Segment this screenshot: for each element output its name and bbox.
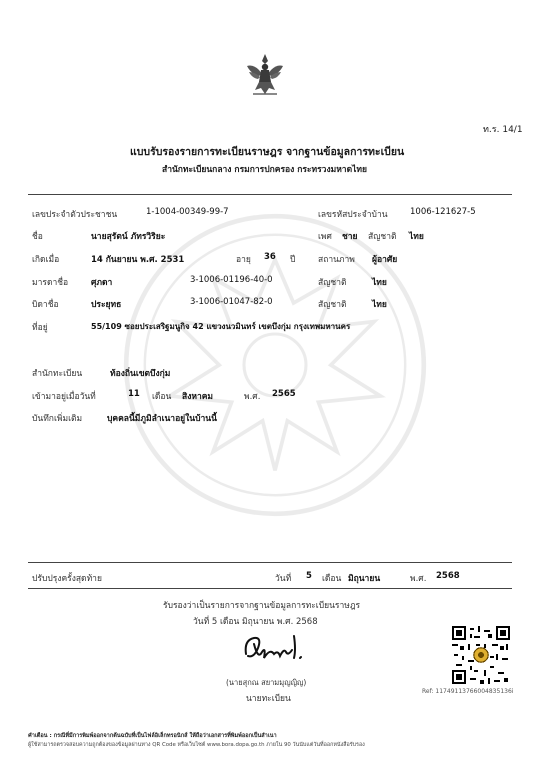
reference-number: Ref: 11749113766004835136i	[422, 688, 514, 695]
footer-warning: คำเตือน : กรณีที่มีการพิมพ์ออกจากต้นฉบับที่เป็นไฟล์อิเล็กทรอนิกส์ ให้ถือว่าเอกสารที่พิมพ์ออกเป็นสำเนา	[28, 733, 277, 739]
document-subtitle: สำนักทะเบียนกลาง กรมการปกครอง กระทรวงมหาดไทย	[162, 165, 367, 175]
verification-qr-code[interactable]	[452, 626, 510, 684]
age-unit: ปี	[290, 255, 296, 265]
movein-year: 2565	[272, 389, 296, 399]
father-id: 3-1006-01047-82-0	[190, 297, 273, 307]
id-label: เลขประจำตัวประชาชน	[32, 210, 118, 220]
house-code-value: 1006-121627-5	[410, 207, 476, 217]
certification-line-2: วันที่ 5 เดือน มิถุนายน พ.ศ. 2568	[193, 617, 318, 627]
signer-title: นายทะเบียน	[246, 694, 291, 704]
signer-name: (นายสุกณ สยามมุญญิญ)	[226, 678, 307, 687]
mother-id: 3-1006-01196-40-0	[190, 275, 273, 285]
certification-line-1: รับรองว่าเป็นรายการจากฐานข้อมูลการทะเบียนราษฎร	[163, 601, 361, 611]
movein-be-label: พ.ศ.	[244, 392, 261, 402]
last-update-day: 5	[306, 571, 312, 581]
address-label: ที่อยู่	[32, 323, 48, 333]
status-value: ผู้อาศัย	[372, 255, 398, 265]
movein-day: 11	[128, 389, 140, 399]
movein-label: เข้ามาอยู่เมื่อวันที่	[32, 392, 96, 402]
sex-value: ชาย	[342, 232, 358, 242]
mother-nationality-value: ไทย	[372, 278, 387, 288]
garuda-emblem-icon	[243, 52, 287, 98]
nationality-label: สัญชาติ	[368, 232, 397, 242]
document-title: แบบรับรองรายการทะเบียนราษฎร จากฐานข้อมูลการทะเบียน	[130, 146, 405, 158]
note-value: บุคคลนี้มีภูมิลำเนาอยู่ในบ้านนี้	[107, 414, 217, 424]
divider-lower	[28, 588, 512, 589]
name-value: นายสุรัตน์ ภัทรวิริยะ	[91, 232, 166, 242]
note-label: บันทึกเพิ่มเติม	[32, 414, 83, 424]
last-update-month-label: เดือน	[322, 574, 342, 584]
name-label: ชื่อ	[32, 232, 43, 242]
movein-month: สิงหาคม	[182, 392, 214, 402]
id-value: 1-1004-00349-99-7	[146, 207, 229, 217]
last-update-day-label: วันที่	[275, 574, 292, 584]
father-nationality-label: สัญชาติ	[318, 300, 347, 310]
sex-label: เพศ	[318, 232, 332, 242]
divider-middle	[28, 562, 512, 563]
registry-office-label: สำนักทะเบียน	[32, 369, 83, 379]
registry-office-value: ท้องถิ่นเขตบึงกุ่ม	[110, 369, 171, 379]
last-update-month: มิถุนายน	[348, 574, 381, 584]
born-value: 14 กันยายน พ.ศ. 2531	[91, 255, 185, 265]
age-value: 36	[264, 252, 276, 262]
divider-top	[28, 194, 512, 195]
status-label: สถานภาพ	[318, 255, 355, 265]
father-name: ประยุทธ	[91, 300, 122, 310]
address-value: 55/109 ซอยประเสริฐมนูกิจ 42 แขวงนวมินทร์ เขตบึงกุ่ม กรุงเทพมหานคร	[91, 322, 351, 331]
mother-label: มารดาชื่อ	[32, 278, 69, 288]
last-update-be-label: พ.ศ.	[410, 574, 427, 584]
father-nationality-value: ไทย	[372, 300, 387, 310]
mother-nationality-label: สัญชาติ	[318, 278, 347, 288]
house-code-label: เลขรหัสประจำบ้าน	[318, 210, 388, 220]
form-code: ท.ร. 14/1	[483, 125, 523, 135]
born-label: เกิดเมื่อ	[32, 255, 60, 265]
last-update-label: ปรับปรุงครั้งสุดท้าย	[32, 574, 102, 584]
registrar-signature	[240, 630, 314, 666]
age-label: อายุ	[236, 255, 251, 265]
footer-verify-note: ผู้ใช้สามารถตรวจสอบความถูกต้องของข้อมูลผ่านทาง QR Code หรือเว็บไซต์ www.bora.dopa.go.th ภายใน 90 วันนับแต่วันที่ออกหนังสือรับรอง	[28, 742, 365, 748]
movein-month-label: เดือน	[152, 392, 172, 402]
mother-name: ศุภดา	[91, 278, 113, 288]
nationality-value: ไทย	[409, 232, 424, 242]
father-label: บิดาชื่อ	[32, 300, 59, 310]
last-update-year: 2568	[436, 571, 460, 581]
